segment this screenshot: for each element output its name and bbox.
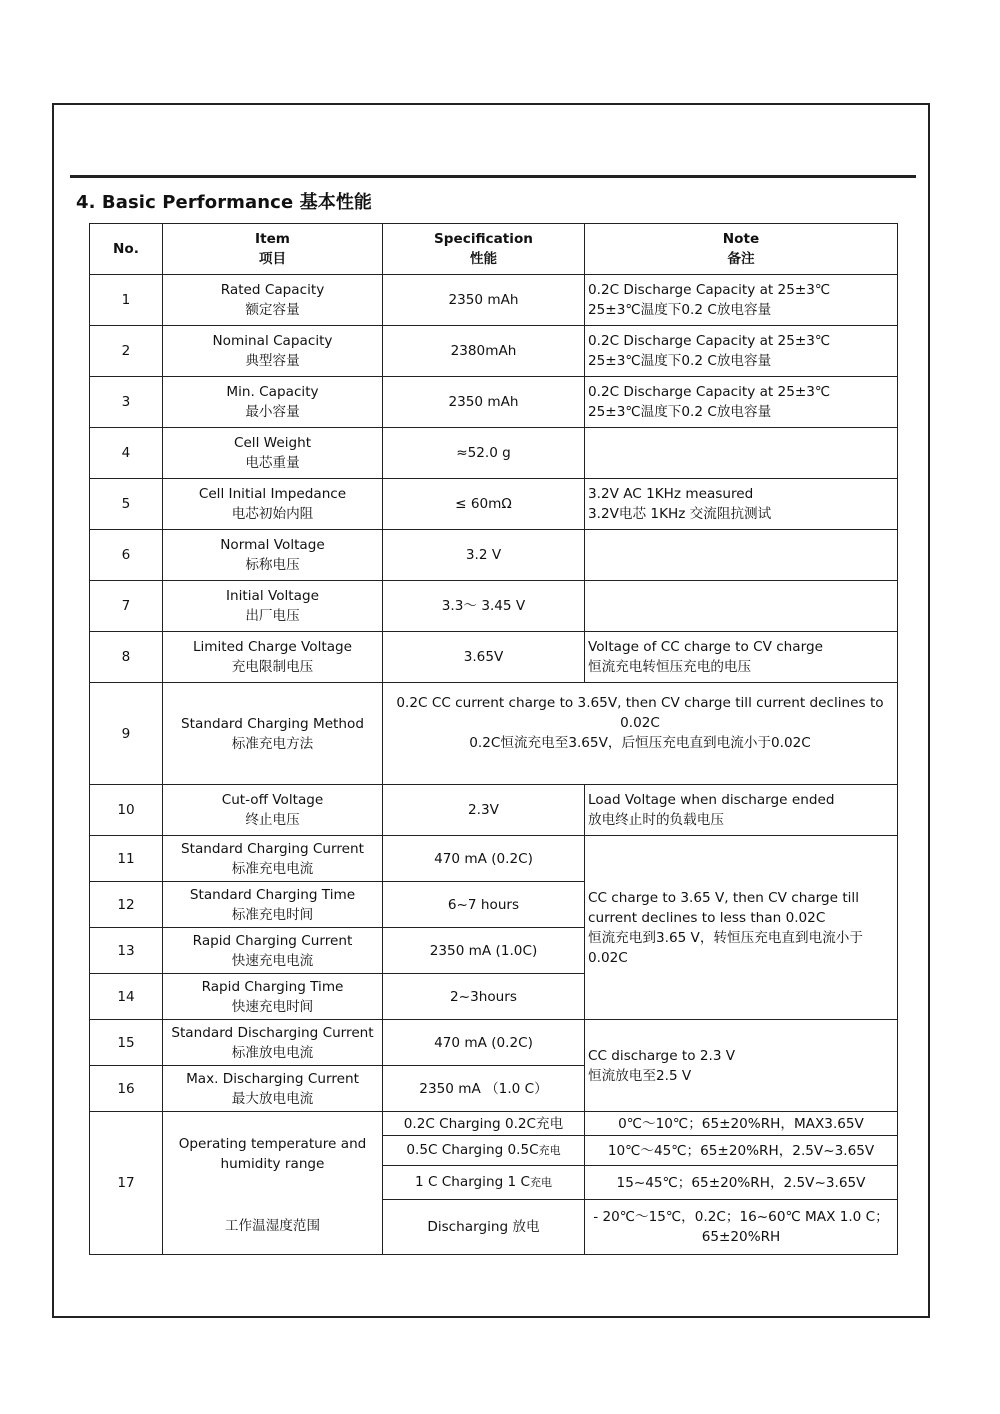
merged-discharge-note: CC discharge to 2.3 V 恒流放电至2.5 V (585, 1020, 898, 1112)
row-note: Voltage of CC charge to CV charge 恒流充电转恒压充电的电压 (585, 632, 898, 683)
row-no: 3 (90, 377, 163, 428)
row-item-operating-range: Operating temperature and humidity range 工作温湿度范围 (163, 1112, 383, 1255)
row-no: 8 (90, 632, 163, 683)
row-item: Initial Voltage 出厂电压 (163, 581, 383, 632)
row-item: Rated Capacity 额定容量 (163, 275, 383, 326)
row-note (585, 581, 898, 632)
row-no: 1 (90, 275, 163, 326)
sub-note: 0℃～10℃；65±20%RH，MAX3.65V (585, 1112, 898, 1136)
basic-performance-table (89, 223, 898, 1255)
sub-spec: 0.2C Charging 0.2C充电 (383, 1112, 585, 1136)
sub-note: 10℃～45℃；65±20%RH，2.5V~3.65V (585, 1136, 898, 1166)
row-item: Standard Charging Current 标准充电电流 (163, 836, 383, 882)
row-note (585, 428, 898, 479)
row-spec: 470 mA (0.2C) (383, 1020, 585, 1066)
table-row (90, 836, 898, 882)
header-specification: Specification 性能 (383, 224, 585, 275)
row-note: 0.2C Discharge Capacity at 25±3℃ 25±3℃温度下0.2 C放电容量 (585, 377, 898, 428)
header-item: Item 项目 (163, 224, 383, 275)
row-no: 15 (90, 1020, 163, 1066)
row-item: Cell Weight 电芯重量 (163, 428, 383, 479)
row-no: 14 (90, 974, 163, 1020)
row-spec: 470 mA (0.2C) (383, 836, 585, 882)
header-no: No. (90, 224, 163, 275)
row-spec: 2350 mAh (383, 275, 585, 326)
row-note: 0.2C Discharge Capacity at 25±3℃ 25±3℃温度下0.2 C放电容量 (585, 275, 898, 326)
row-note: 0.2C Discharge Capacity at 25±3℃ 25±3℃温度下0.2 C放电容量 (585, 326, 898, 377)
row-item: Rapid Charging Time 快速充电时间 (163, 974, 383, 1020)
table-header-row (90, 224, 898, 275)
table-row (90, 581, 898, 632)
row-item: Limited Charge Voltage 充电限制电压 (163, 632, 383, 683)
row-no: 13 (90, 928, 163, 974)
table-row (90, 683, 898, 785)
row-spec: 2.3V (383, 785, 585, 836)
row-item: Rapid Charging Current 快速充电电流 (163, 928, 383, 974)
row-item: Normal Voltage 标称电压 (163, 530, 383, 581)
row-item: Min. Capacity 最小容量 (163, 377, 383, 428)
row-item: Nominal Capacity 典型容量 (163, 326, 383, 377)
header-note: Note 备注 (585, 224, 898, 275)
row-spec: 2350 mAh (383, 377, 585, 428)
table-row (90, 1020, 898, 1066)
sub-spec: Discharging 放电 (383, 1200, 585, 1255)
merged-charge-note: CC charge to 3.65 V, then CV charge till current declines to less than 0.02C 恒流充电到3.65 V，转恒压充电直到电流小于 0.02C (585, 836, 898, 1020)
row-no: 10 (90, 785, 163, 836)
table-row (90, 326, 898, 377)
row-no: 2 (90, 326, 163, 377)
row-no: 16 (90, 1066, 163, 1112)
row-item: Cell Initial Impedance 电芯初始内阻 (163, 479, 383, 530)
row-no: 9 (90, 683, 163, 785)
table-row (90, 377, 898, 428)
sub-note: 15~45℃；65±20%RH，2.5V~3.65V (585, 1166, 898, 1200)
sub-spec: 1 C Charging 1 C充电 (383, 1166, 585, 1200)
row-note: Load Voltage when discharge ended 放电终止时的负载电压 (585, 785, 898, 836)
row-spec: ≈52.0 g (383, 428, 585, 479)
row-spec: 3.2 V (383, 530, 585, 581)
table-row (90, 428, 898, 479)
row-no: 6 (90, 530, 163, 581)
row-spec: 3.65V (383, 632, 585, 683)
row-spec-merged: 0.2C CC current charge to 3.65V, then CV charge till current declines to 0.02C 0.2C恒流充电至3.65V，后恒压充电直到电流小于0.02C (383, 683, 898, 785)
row-no: 17 (90, 1112, 163, 1255)
row-no: 7 (90, 581, 163, 632)
row-item: Standard Discharging Current 标准放电电流 (163, 1020, 383, 1066)
row-item: Cut-off Voltage 终止电压 (163, 785, 383, 836)
table-row (90, 632, 898, 683)
row-spec: 3.3～ 3.45 V (383, 581, 585, 632)
row-spec: 6~7 hours (383, 882, 585, 928)
table-row (90, 785, 898, 836)
row-spec: ≤ 60mΩ (383, 479, 585, 530)
row-no: 11 (90, 836, 163, 882)
row-spec: 2380mAh (383, 326, 585, 377)
row-no: 5 (90, 479, 163, 530)
row-spec: 2~3hours (383, 974, 585, 1020)
row-note: 3.2V AC 1KHz measured 3.2V电芯 1KHz 交流阻抗测试 (585, 479, 898, 530)
table-row (90, 275, 898, 326)
table-row (90, 479, 898, 530)
row-spec: 2350 mA (1.0C) (383, 928, 585, 974)
row-no: 12 (90, 882, 163, 928)
row-spec: 2350 mA （1.0 C） (383, 1066, 585, 1112)
sub-note: - 20℃～15℃，0.2C；16~60℃ MAX 1.0 C； 65±20%RH (585, 1200, 898, 1255)
sub-spec: 0.5C Charging 0.5C充电 (383, 1136, 585, 1166)
header-rule (70, 175, 916, 178)
row-no: 4 (90, 428, 163, 479)
section-title: 4. Basic Performance 基本性能 (76, 192, 373, 213)
table-row (90, 1112, 898, 1136)
row-item: Standard Charging Method 标准充电方法 (163, 683, 383, 785)
row-note (585, 530, 898, 581)
row-item: Max. Discharging Current 最大放电电流 (163, 1066, 383, 1112)
table-row (90, 530, 898, 581)
row-item: Standard Charging Time 标准充电时间 (163, 882, 383, 928)
